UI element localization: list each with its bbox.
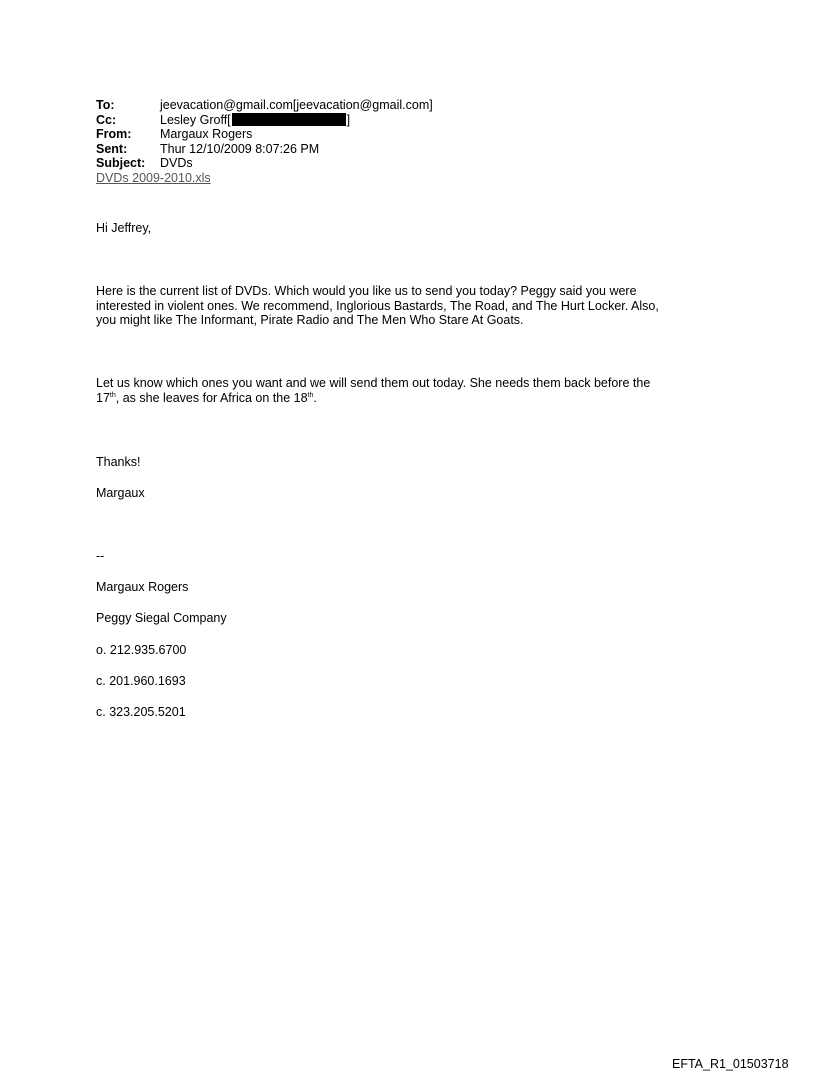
from-row [96, 127, 433, 142]
sent-label: Sent: [96, 141, 128, 156]
paragraph-1 [96, 284, 659, 328]
cc-close: ] [346, 112, 351, 127]
paragraph-line: interested in violent ones. We recommend, Inglorious Bastards, The Road, and The Hurt Locker. Also, [96, 298, 659, 313]
redaction-block [232, 113, 346, 126]
from-label: From: [96, 127, 132, 141]
sent-value: Thur 12/10/2009 8:07:26 PM [160, 141, 320, 156]
signature-cell-phone-2: c. 323.205.5201 [96, 705, 186, 719]
from-value: Margaux Rogers [160, 127, 253, 141]
signature-separator: -- [96, 549, 105, 563]
subject-row [96, 156, 433, 171]
subject-value: DVDs [160, 156, 193, 170]
to-value: jeevacation@gmail.com[jeevacation@gmail.com] [160, 98, 433, 112]
paragraph-line: Here is the current list of DVDs. Which would you like us to send you today? Peggy said you were [96, 284, 637, 298]
signoff: Margaux [96, 486, 145, 500]
cc-row [96, 113, 433, 128]
attachment-link[interactable]: DVDs 2009-2010.xls [96, 170, 211, 185]
paragraph-line: you might like The Informant, Pirate Radio and The Men Who Stare At Goats. [96, 313, 524, 327]
cc-label: Cc: [96, 112, 117, 127]
sent-row [96, 142, 433, 157]
subject-label: Subject: [96, 156, 146, 170]
thanks-line: Thanks! [96, 455, 141, 469]
paragraph-2 [96, 376, 650, 405]
cc-name: Lesley Groff[ [160, 112, 231, 127]
signature-office-phone: o. 212.935.6700 [96, 643, 187, 657]
signature-name: Margaux Rogers [96, 580, 189, 594]
to-row [96, 98, 433, 113]
signature-cell-phone-1: c. 201.960.1693 [96, 674, 186, 688]
document-id: EFTA_R1_01503718 [672, 1057, 789, 1071]
email-header [96, 98, 433, 185]
greeting: Hi Jeffrey, [96, 221, 152, 235]
signature-company: Peggy Siegal Company [96, 611, 227, 625]
paragraph-line: Let us know which ones you want and we will send them out today. She needs them back before the [96, 376, 651, 390]
to-label: To: [96, 98, 115, 112]
paragraph-line: 17th, as she leaves for Africa on the 18th. [96, 390, 317, 405]
